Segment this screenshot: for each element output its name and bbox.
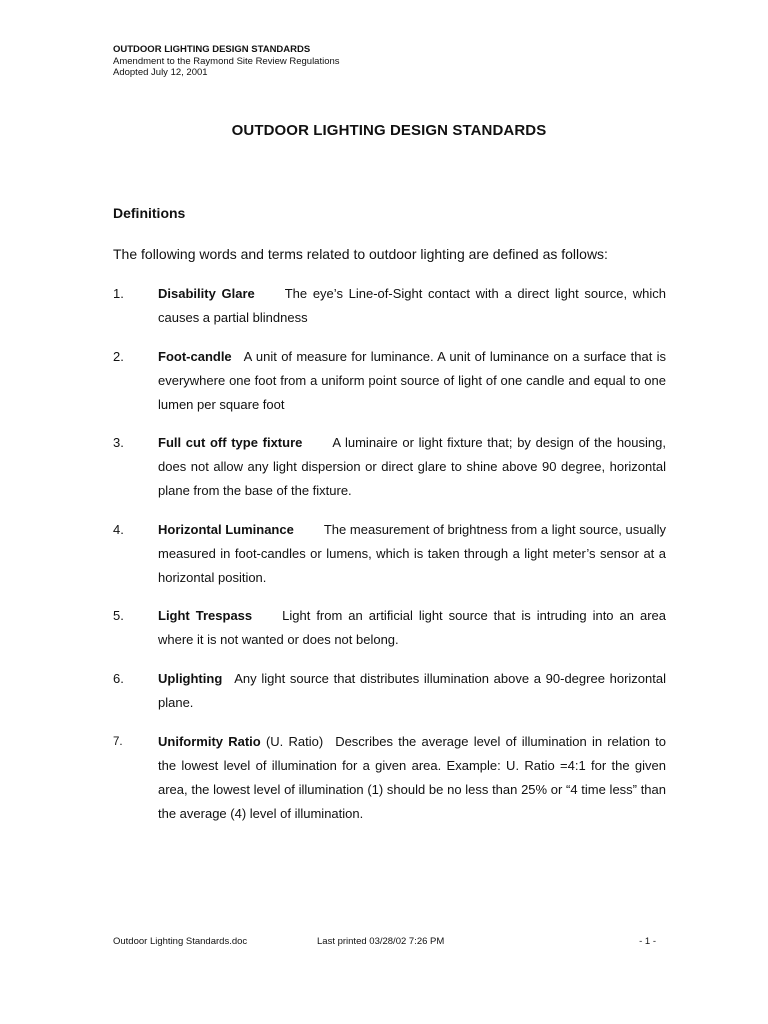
definition-item xyxy=(113,730,666,826)
definition-item xyxy=(113,667,666,715)
footer-last-printed: Last printed 03/28/02 7:26 PM xyxy=(317,936,445,947)
definition-item xyxy=(113,431,666,503)
definition-text: Describes the average level of illumination in relation to the lowest level of illumination for a given area. Example: U. Ratio =4:1 for the given area, the lowest level of illumination (1) should be no less than 25% or “4 time less” than the average (4) level of illumination. xyxy=(158,734,666,821)
definition-term: Light Trespass xyxy=(158,608,253,623)
running-header xyxy=(113,44,340,79)
definition-number: 4. xyxy=(113,522,124,537)
footer-page-number: - 1 - xyxy=(639,936,656,947)
definition-term-suffix: (U. Ratio) xyxy=(260,734,324,749)
definition-text: The eye’s Line-of-Sight contact with a direct light source, which causes a partial blindness xyxy=(158,286,666,325)
definition-item xyxy=(113,518,666,590)
definition-item xyxy=(113,345,666,417)
definition-text: Light from an artificial light source that is intruding into an area where it is not wanted or does not belong. xyxy=(158,608,666,647)
definition-term: Uniformity Ratio xyxy=(158,734,261,749)
definition-text: Any light source that distributes illumination above a 90-degree horizontal plane. xyxy=(158,671,666,710)
definition-number: 5. xyxy=(113,608,124,623)
definition-term: Full cut off type fixture xyxy=(158,435,303,450)
definition-term: Uplighting xyxy=(158,671,223,686)
definition-term: Foot-candle xyxy=(158,349,232,364)
definition-item xyxy=(113,604,666,652)
header-subtitle: Amendment to the Raymond Site Review Regulations xyxy=(113,55,340,67)
definition-item xyxy=(113,282,666,330)
footer-filename: Outdoor Lighting Standards.doc xyxy=(113,936,248,947)
definition-term: Horizontal Luminance xyxy=(158,522,294,537)
header-title: OUTDOOR LIGHTING DESIGN STANDARDS xyxy=(113,44,311,55)
intro-paragraph: The following words and terms related to outdoor lighting are defined as follows: xyxy=(113,246,608,262)
definition-number: 6. xyxy=(113,671,124,686)
definition-number: 7. xyxy=(113,736,123,748)
definition-text: A luminaire or light fixture that; by design of the housing, does not allow any light dispersion or direct glare to shine above 90 degree, horizontal plane from the base of the fixture. xyxy=(158,435,666,498)
definition-number: 1. xyxy=(113,286,124,301)
definition-number: 2. xyxy=(113,349,124,364)
header-adopted-date: Adopted July 12, 2001 xyxy=(113,67,208,78)
definition-text: The measurement of brightness from a light source, usually measured in foot-candles or lumens, which is taken through a light meter’s sensor at a horizontal position. xyxy=(158,522,666,585)
definition-term: Disability Glare xyxy=(158,286,255,301)
definition-number: 3. xyxy=(113,435,124,450)
document-title: OUTDOOR LIGHTING DESIGN STANDARDS xyxy=(231,122,547,139)
section-heading: Definitions xyxy=(113,205,186,221)
definition-text: A unit of measure for luminance. A unit of luminance on a surface that is everywhere one foot from a uniform point source of light of one candle and equal to one lumen per square foot xyxy=(158,349,666,412)
